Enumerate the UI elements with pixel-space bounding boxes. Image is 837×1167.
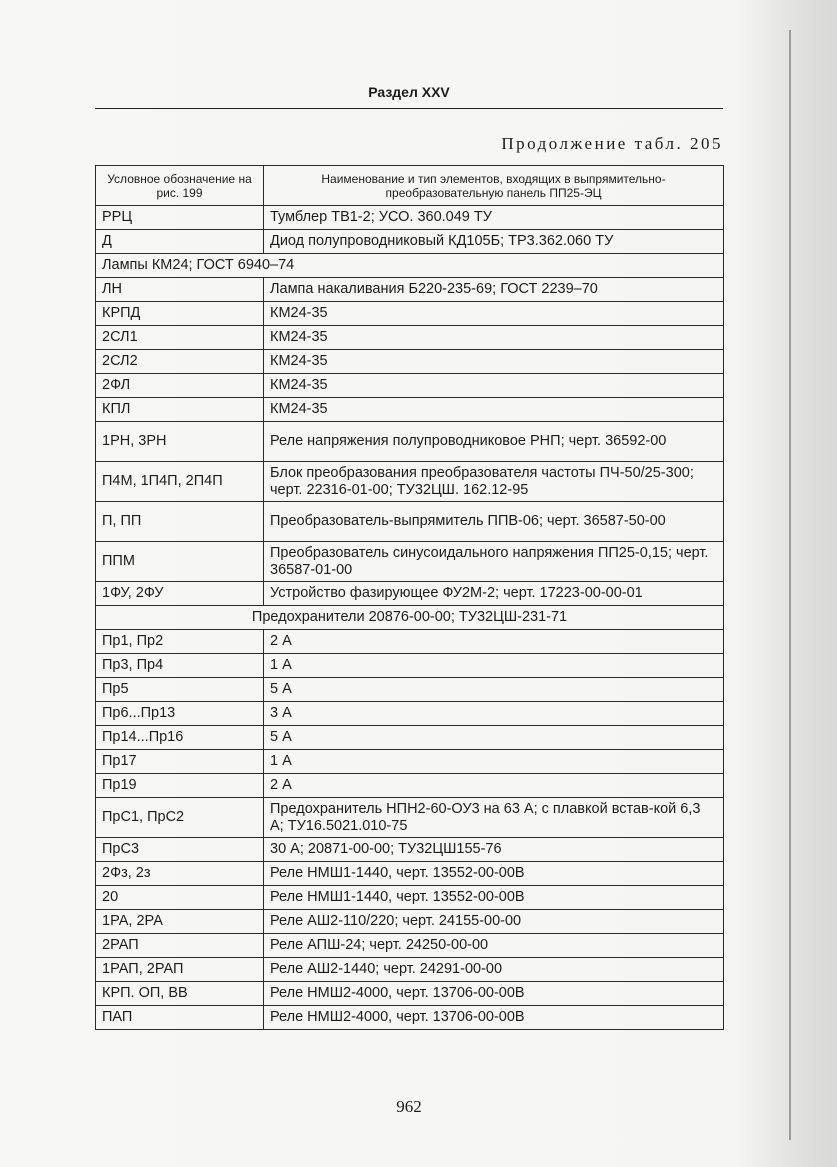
table-row: [96, 654, 724, 678]
table-row: [96, 230, 724, 254]
table-row: [96, 374, 724, 398]
description-cell: 30 А; 20871-00-00; ТУ32ЦШ155-76: [264, 838, 724, 862]
description-cell: Предохранитель НПН2-60-ОУ3 на 63 А; с плавкой встав-кой 6,3 А; ТУ16.5021.010-75: [264, 798, 724, 838]
description-cell: КМ24-35: [264, 302, 724, 326]
designation-cell: Пр5: [96, 678, 264, 702]
description-cell: 2 А: [264, 630, 724, 654]
page-number: 962: [396, 1097, 422, 1116]
table-row: [96, 206, 724, 230]
header-rule: [95, 108, 723, 109]
designation-cell: ПрС1, ПрС2: [96, 798, 264, 838]
designation-cell: 1РА, 2РА: [96, 910, 264, 934]
header-designation: Условное обозначение на рис. 199: [96, 166, 264, 206]
table-row: [96, 910, 724, 934]
description-cell: Реле НМШ2-4000, черт. 13706-00-00В: [264, 982, 724, 1006]
designation-cell: 2РАП: [96, 934, 264, 958]
table-row: [96, 750, 724, 774]
table-row: [96, 774, 724, 798]
designation-cell: КПЛ: [96, 398, 264, 422]
designation-cell: 1ФУ, 2ФУ: [96, 582, 264, 606]
table-row: [96, 582, 724, 606]
designation-cell: ЛН: [96, 278, 264, 302]
description-cell: КМ24-35: [264, 398, 724, 422]
description-cell: Лампа накаливания Б220-235-69; ГОСТ 2239–70: [264, 278, 724, 302]
description-cell: Реле напряжения полупроводниковое РНП; черт. 36592-00: [264, 422, 724, 462]
designation-cell: ПрС3: [96, 838, 264, 862]
header-description: Наименование и тип элементов, входящих в выпрямительно-преобразовательную панель ПП25-ЭЦ: [264, 166, 724, 206]
table-row: [96, 502, 724, 542]
designation-cell: П4М, 1П4П, 2П4П: [96, 462, 264, 502]
table-row: [96, 678, 724, 702]
description-cell: 1 А: [264, 654, 724, 678]
designation-cell: 2ФЛ: [96, 374, 264, 398]
description-cell: Тумблер ТВ1-2; УСО. 360.049 ТУ: [264, 206, 724, 230]
table-row: [96, 1006, 724, 1030]
description-cell: Реле НМШ1-1440, черт. 13552-00-00В: [264, 886, 724, 910]
table-row: [96, 326, 724, 350]
designation-cell: РРЦ: [96, 206, 264, 230]
table-row: [96, 726, 724, 750]
description-cell: КМ24-35: [264, 350, 724, 374]
designation-cell: 1РН, 3РН: [96, 422, 264, 462]
designation-cell: Пр19: [96, 774, 264, 798]
table-body: [96, 206, 724, 1030]
description-cell: КМ24-35: [264, 374, 724, 398]
table-row: [96, 838, 724, 862]
designation-cell: ППМ: [96, 542, 264, 582]
designation-cell: КРП. ОП, ВВ: [96, 982, 264, 1006]
table-row: [96, 862, 724, 886]
table-continuation-caption: Продолжение табл. 205: [501, 134, 723, 153]
designation-cell: 2СЛ1: [96, 326, 264, 350]
table-header-row: [96, 166, 724, 206]
table-group-row: [96, 254, 724, 278]
description-cell: КМ24-35: [264, 326, 724, 350]
description-cell: Диод полупроводниковый КД105Б; ТР3.362.060 ТУ: [264, 230, 724, 254]
page-spine-shadow: [789, 30, 791, 1140]
description-cell: 2 А: [264, 774, 724, 798]
designation-cell: Пр3, Пр4: [96, 654, 264, 678]
table-row: [96, 462, 724, 502]
description-cell: 3 А: [264, 702, 724, 726]
section-header: Раздел XXV: [368, 84, 450, 100]
designation-cell: Д: [96, 230, 264, 254]
description-cell: Реле АШ2-1440; черт. 24291-00-00: [264, 958, 724, 982]
designation-cell: 20: [96, 886, 264, 910]
designation-cell: П, ПП: [96, 502, 264, 542]
table-row: [96, 398, 724, 422]
designation-cell: Пр1, Пр2: [96, 630, 264, 654]
table-row: [96, 350, 724, 374]
designation-cell: Пр14...Пр16: [96, 726, 264, 750]
designation-cell: Пр6...Пр13: [96, 702, 264, 726]
table-row: [96, 542, 724, 582]
description-cell: Устройство фазирующее ФУ2М-2; черт. 17223-00-00-01: [264, 582, 724, 606]
table-row: [96, 982, 724, 1006]
designation-cell: 1РАП, 2РАП: [96, 958, 264, 982]
table-row: [96, 302, 724, 326]
designation-cell: 2СЛ2: [96, 350, 264, 374]
table-row: [96, 958, 724, 982]
elements-table: [95, 165, 724, 1030]
description-cell: Преобразователь-выпрямитель ППВ-06; черт. 36587-50-00: [264, 502, 724, 542]
group-heading: Предохранители 20876-00-00; ТУ32ЦШ-231-71: [96, 606, 724, 630]
table-group-row: [96, 606, 724, 630]
designation-cell: КРПД: [96, 302, 264, 326]
description-cell: Преобразователь синусоидального напряжения ПП25-0,15; черт. 36587-01-00: [264, 542, 724, 582]
table-row: [96, 886, 724, 910]
table-row: [96, 702, 724, 726]
designation-cell: ПАП: [96, 1006, 264, 1030]
description-cell: Реле НМШ1-1440, черт. 13552-00-00В: [264, 862, 724, 886]
table-row: [96, 630, 724, 654]
table-row: [96, 798, 724, 838]
table-row: [96, 422, 724, 462]
table-row: [96, 278, 724, 302]
description-cell: Реле АПШ-24; черт. 24250-00-00: [264, 934, 724, 958]
designation-cell: Пр17: [96, 750, 264, 774]
description-cell: 5 А: [264, 726, 724, 750]
description-cell: Реле НМШ2-4000, черт. 13706-00-00В: [264, 1006, 724, 1030]
description-cell: Блок преобразования преобразователя частоты ПЧ-50/25-300; черт. 22316-01-00; ТУ32ЦШ. 162.12-95: [264, 462, 724, 502]
table-row: [96, 934, 724, 958]
description-cell: 5 А: [264, 678, 724, 702]
group-heading: Лампы КМ24; ГОСТ 6940–74: [96, 254, 724, 278]
description-cell: Реле АШ2-110/220; черт. 24155-00-00: [264, 910, 724, 934]
designation-cell: 2Фз, 2з: [96, 862, 264, 886]
description-cell: 1 А: [264, 750, 724, 774]
